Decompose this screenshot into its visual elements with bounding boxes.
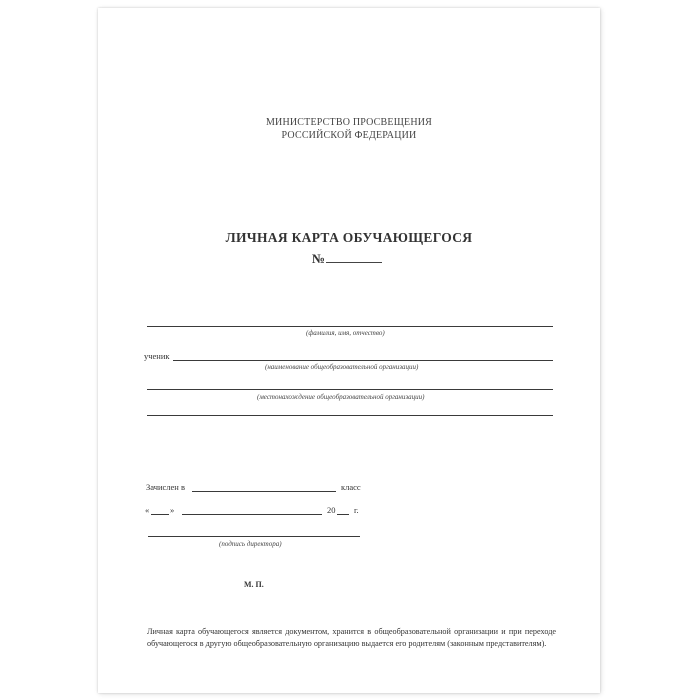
date-year-line[interactable] [337,514,349,515]
footer-note: Личная карта обучающегося является документом, хранится в общеобразовательной организации и при переходе обучающегося в другую общеобразовательную организацию выдается его родителям (законным представителям). [147,627,556,648]
document-number [312,251,382,267]
number-sign: № [312,251,326,266]
full-name-line[interactable] [147,326,553,327]
enrolled-label: Зачислен в [146,482,185,492]
seal-label: М. П. [244,580,264,589]
date-close-quote: » [170,505,175,515]
date-month-line[interactable] [182,514,322,515]
year-prefix: 20 [327,505,336,515]
org-location-line-2[interactable] [147,415,553,416]
student-label: ученик [144,351,170,361]
org-location-line[interactable] [147,389,553,390]
org-name-line[interactable] [173,360,553,361]
year-suffix: г. [354,505,359,515]
org-name-caption: (наименование общеобразовательной организации) [265,363,419,371]
date-day-line[interactable] [151,514,169,515]
document-page [98,8,600,693]
director-signature-line[interactable] [148,536,360,537]
ministry-header [98,116,600,142]
ministry-line-1: МИНИСТЕРСТВО ПРОСВЕЩЕНИЯ [265,117,433,128]
document-title: ЛИЧНАЯ КАРТА ОБУЧАЮЩЕГОСЯ [225,230,473,245]
org-location-caption: (местонахождение общеобразовательной организации) [257,393,425,401]
full-name-caption: (фамилия, имя, отчество) [306,329,385,337]
class-label: класс [341,482,361,492]
ministry-line-2: РОССИЙСКОЙ ФЕДЕРАЦИИ [281,130,417,141]
enrolled-class-line[interactable] [192,491,336,492]
director-signature-caption: (подпись директора) [219,540,282,548]
number-blank-line[interactable] [326,251,382,263]
date-open-quote: « [145,505,150,515]
